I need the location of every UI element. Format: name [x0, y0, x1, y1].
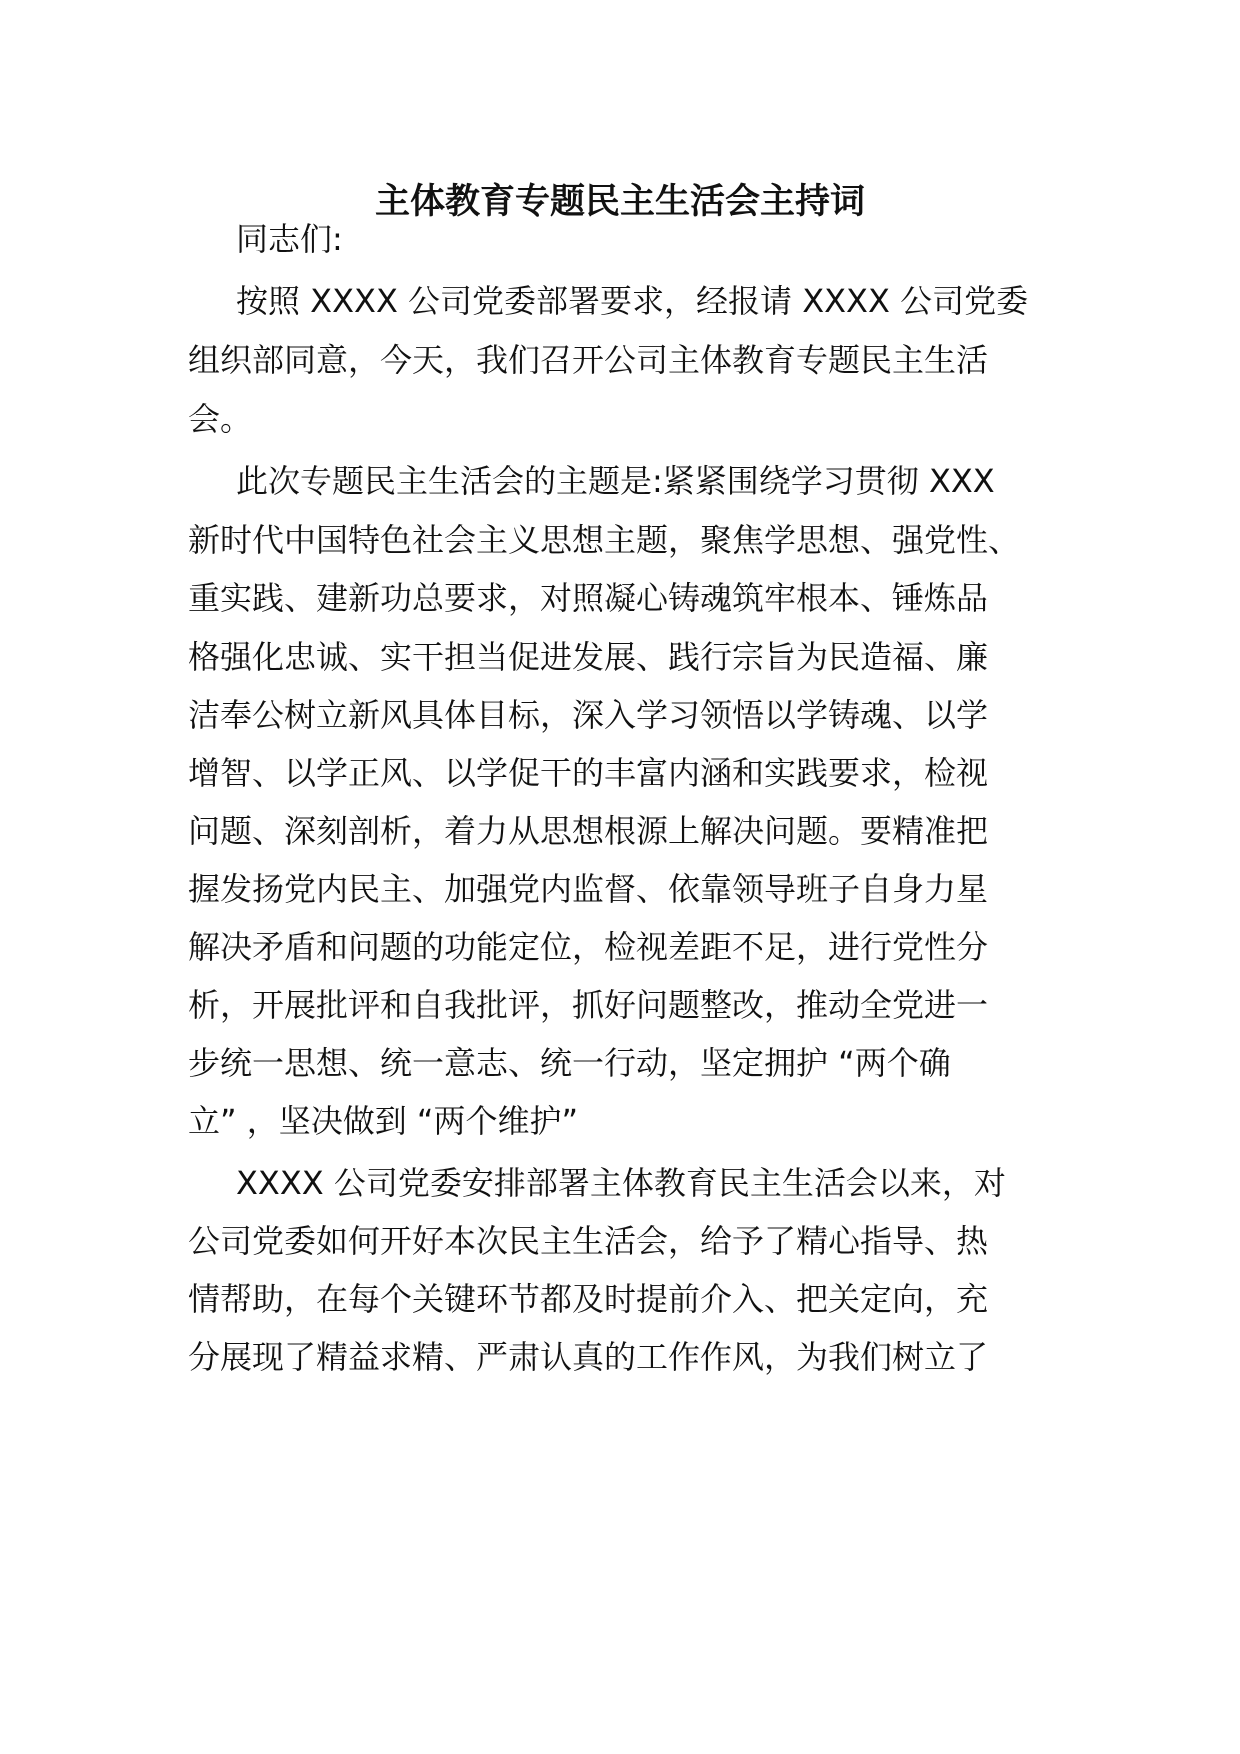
- paragraph-3-line-2: 公司党委如何开好本次民主生活会，给予了精心指导、热: [188, 1222, 989, 1260]
- paragraph-2-line-8: 握发扬党内民主、加强党内监督、依靠领导班子自身力星: [188, 870, 989, 908]
- document-title: 主体教育专题民主生活会主持词: [374, 182, 865, 222]
- salutation: 同志们:: [236, 220, 343, 258]
- paragraph-3-line-3: 情帮助，在每个关键环节都及时提前介入、把关定向，充: [188, 1280, 989, 1318]
- paragraph-2-line-10: 析，开展批评和自我批评，抓好问题整改，推动全党进一: [188, 986, 989, 1024]
- paragraph-2-line-6: 增智、以学正风、以学促干的丰富内涵和实践要求，检视: [188, 754, 989, 792]
- paragraph-1-line-3: 会。: [188, 400, 253, 438]
- paragraph-2-line-9: 解决矛盾和问题的功能定位，检视差距不足，进行党性分: [188, 928, 989, 966]
- paragraph-2-line-11: 步统一思想、统一意志、统一行动，坚定拥护 “两个确: [188, 1044, 951, 1082]
- paragraph-2-line-12: 立” ，坚决做到 “两个维护”: [188, 1102, 579, 1140]
- paragraph-2-line-5: 洁奉公树立新风具体目标，深入学习领悟以学铸魂、以学: [188, 696, 989, 734]
- paragraph-1-line-1: 按照 XXXX 公司党委部署要求，经报请 XXXX 公司党委: [236, 282, 1029, 320]
- paragraph-2-line-1: 此次专题民主生活会的主题是:紧紧围绕学习贯彻 XXX: [236, 462, 995, 500]
- paragraph-2-line-4: 格强化忠诚、实干担当促进发展、践行宗旨为民造福、廉: [188, 638, 989, 676]
- paragraph-2-line-2: 新时代中国特色社会主义思想主题，聚焦学思想、强党性、: [188, 521, 1021, 559]
- paragraph-2-line-7: 问题、深刻剖析，着力从思想根源上解决问题。要精准把: [188, 812, 989, 850]
- paragraph-2-line-3: 重实践、建新功总要求，对照凝心铸魂筑牢根本、锤炼品: [188, 579, 989, 617]
- paragraph-3-line-4: 分展现了精益求精、严肃认真的工作作风，为我们树立了: [188, 1338, 989, 1376]
- paragraph-1-line-2: 组织部同意，今天，我们召开公司主体教育专题民主生活: [188, 341, 989, 379]
- paragraph-3-line-1: XXXX 公司党委安排部署主体教育民主生活会以来，对: [236, 1164, 1006, 1202]
